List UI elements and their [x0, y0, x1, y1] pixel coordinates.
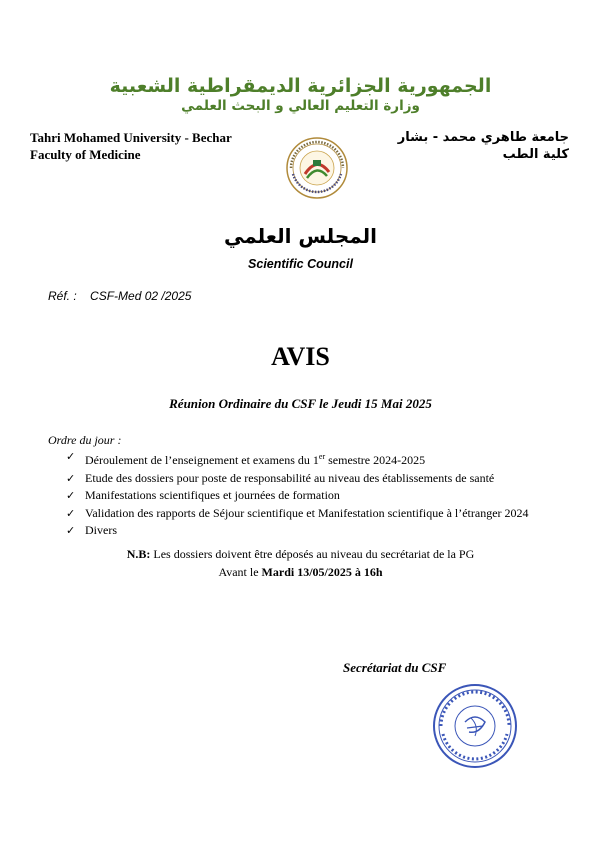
note-line-1: [0, 545, 601, 563]
agenda-item-4-text: Validation des rapports de Séjour scientifique et Manifestation scientifique à l’étranger 2024: [85, 505, 529, 520]
council-title-en: Scientific Council: [248, 257, 353, 271]
list-item: [66, 522, 529, 540]
list-item: [66, 505, 529, 523]
deadline-date: Mardi 13/05/2025 à 16h: [261, 565, 383, 579]
university-name-ar: جامعة طاهري محمد - بشار: [397, 130, 569, 145]
note-label: N.B:: [126, 547, 151, 561]
check-icon: ✓: [66, 489, 76, 502]
university-name-en: Tahri Mohamed University - Bechar: [30, 130, 232, 145]
list-item: [66, 448, 529, 470]
university-block-en: [30, 129, 232, 163]
check-icon: ✓: [66, 450, 76, 463]
reference-label: Réf. :: [48, 289, 77, 303]
agenda-item-2-text: Etude des dossiers pour poste de responsabilité au niveau des établissements de santé: [85, 470, 495, 485]
agenda-item-1-sup: er: [318, 452, 326, 461]
agenda-item-3-text: Manifestations scientifiques et journées de formation: [85, 488, 340, 502]
agenda-item-1-text: Déroulement de l’enseignement et examens du 1: [85, 453, 319, 467]
note-text: Les dossiers doivent être déposés au niveau du secrétariat de la PG: [150, 547, 475, 561]
signature-label: Secrétariat du CSF: [343, 660, 447, 675]
check-icon: ✓: [66, 506, 76, 520]
republic-header: [0, 74, 601, 114]
note-line-2: [0, 563, 601, 581]
agenda-item-5-text: Divers: [85, 523, 117, 537]
agenda-item-1-rest: semestre 2024-2025: [325, 453, 426, 467]
university-logo-icon: [285, 136, 349, 200]
university-block-ar: [398, 129, 569, 163]
republic-name: الجمهورية الجزائرية الديمقراطية الشعبية: [109, 75, 492, 97]
note-block: [0, 545, 601, 581]
deadline-prefix: Avant le: [218, 565, 262, 579]
list-item: [66, 487, 529, 505]
faculty-name-ar: كلية الطب: [502, 147, 569, 162]
check-icon: ✓: [66, 471, 76, 485]
check-icon: ✓: [66, 524, 76, 537]
reference: [48, 289, 191, 303]
agenda-label: Ordre du jour :: [48, 433, 122, 447]
council-title-ar: المجلس العلمي: [223, 224, 378, 248]
faculty-name-en: Faculty of Medicine: [30, 147, 141, 162]
list-item: [66, 470, 529, 488]
page-title: AVIS: [271, 342, 330, 371]
meeting-subtitle: Réunion Ordinaire du CSF le Jeudi 15 Mai 2025: [169, 396, 432, 411]
agenda-list: [66, 448, 529, 540]
ministry-name: وزارة التعليم العالي و البحث العلمي: [181, 98, 420, 114]
official-stamp-icon: [431, 682, 519, 770]
reference-value: CSF-Med 02 /2025: [90, 289, 192, 303]
